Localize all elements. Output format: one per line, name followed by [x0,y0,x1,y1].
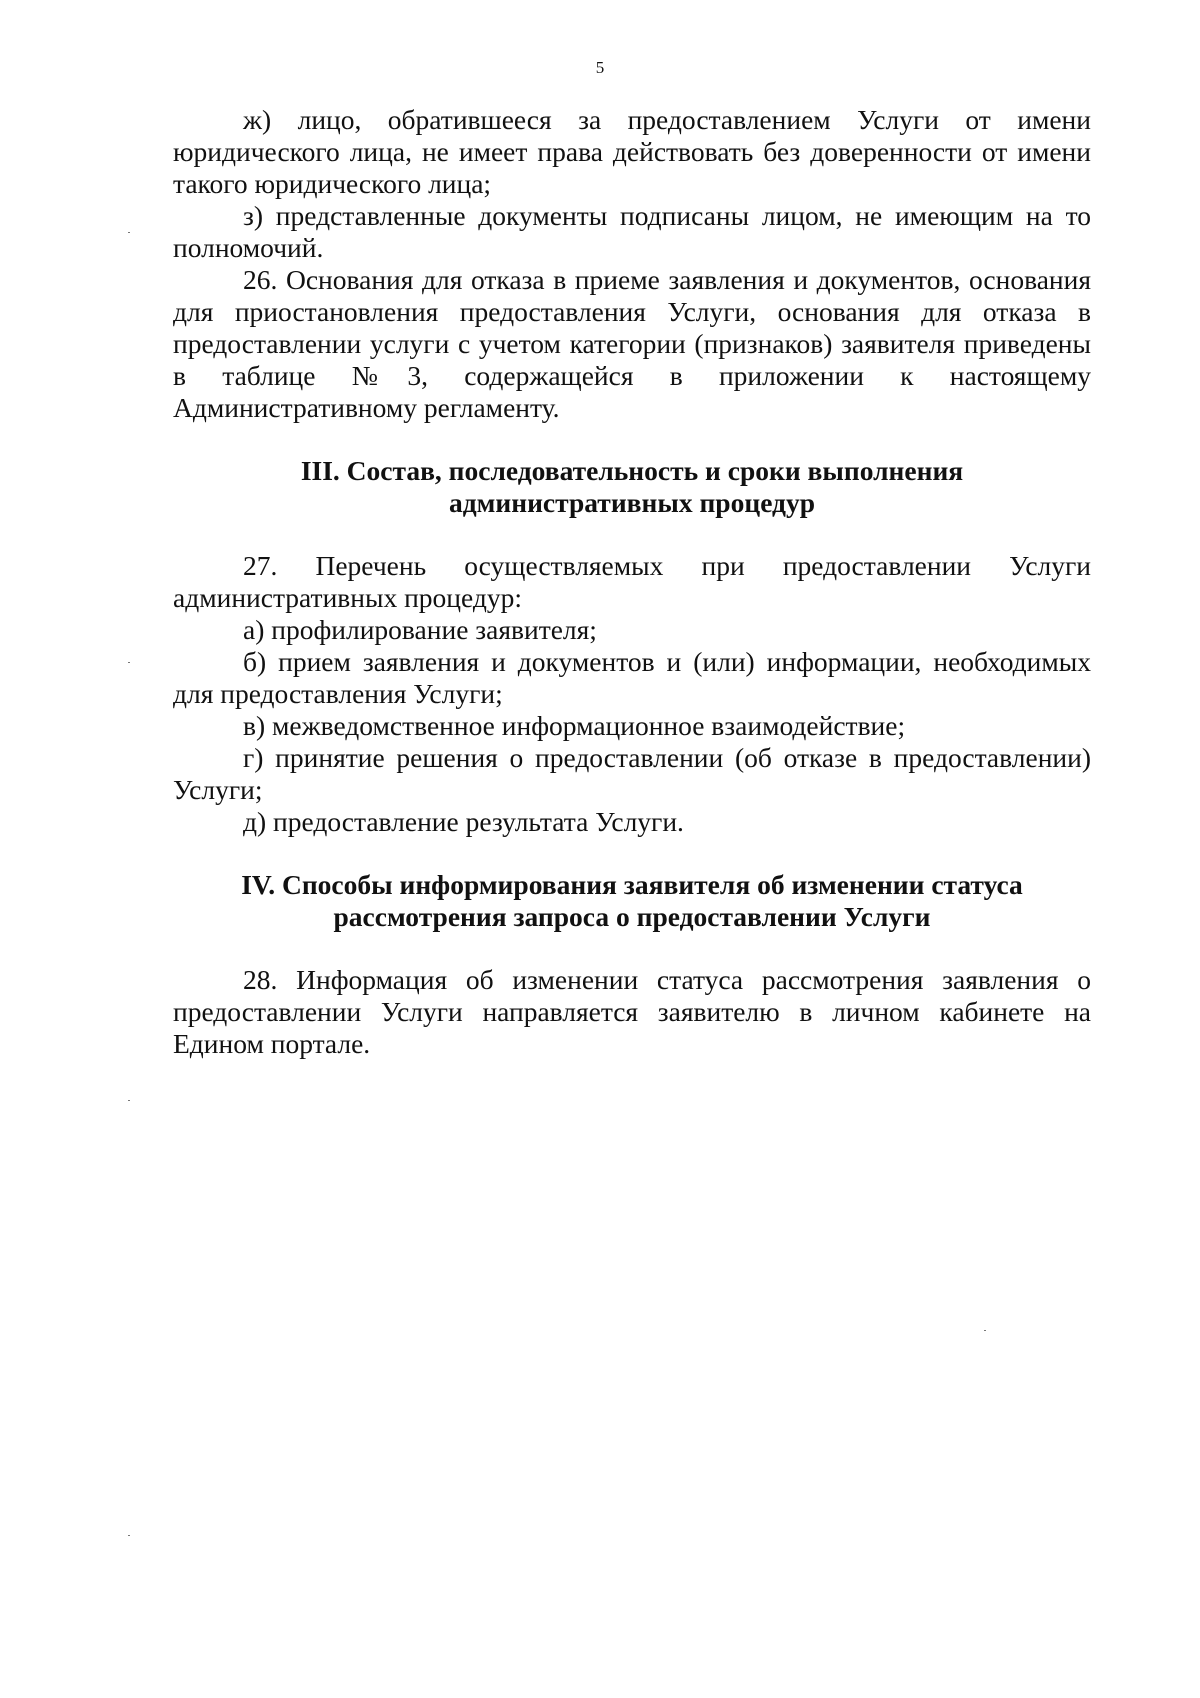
list-item-g: г) принятие решения о предоставлении (об отказе в предоставлении) Услуги; [173,742,1091,805]
section-3-heading-line2: административных процедур [449,487,815,518]
list-item-b: б) прием заявления и документов и (или) информации, необходимых для предоставления Услуги; [173,646,1091,709]
section-4-heading-line1: IV. Способы информирования заявителя об изменении статуса [241,869,1023,900]
section-3-heading [173,455,1091,519]
list-item-a: а) профилирование заявителя; [243,614,597,645]
paragraph-27: 27. Перечень осуществляемых при предоставлении Услуги административных процедур: [173,550,1091,613]
page-number: 5 [595,58,605,77]
paragraph-zh: ж) лицо, обратившееся за предоставлением Услуги от имени юридического лица, не имеет права действовать без доверенности от имени такого юридического лица; [173,104,1091,199]
section-3-heading-line1: III. Состав, последовательность и сроки выполнения [300,455,964,486]
scan-speck [128,232,130,233]
scan-speck [128,1100,130,1101]
paragraph-26: 26. Основания для отказа в приеме заявления и документов, основания для приостановления предоставления Услуги, основания для отказа в предоставлении услуги с учетом категории (признаков) заявителя приведены в таблице №3, содержащейся в приложении к настоящему Административному регламенту. [173,264,1091,423]
section-4-heading-line2: рассмотрения запроса о предоставлении Услуги [333,901,931,932]
paragraph-z: з) представленные документы подписаны лицом, не имеющим на то полномочий. [173,200,1091,263]
scan-speck [128,1535,130,1536]
section-4-heading [173,869,1091,933]
scan-speck [128,662,130,663]
paragraph-28: 28. Информация об изменении статуса рассмотрения заявления о предоставлении Услуги направляется заявителю в личном кабинете на Едином портале. [173,964,1091,1059]
section-3-body [173,550,1091,838]
list-item-v: в) межведомственное информационное взаимодействие; [243,710,906,741]
section-4-body [173,964,1091,1060]
document-body [173,104,1091,1060]
list-item-d: д) предоставление результата Услуги. [243,806,684,837]
scan-speck [984,1330,986,1331]
